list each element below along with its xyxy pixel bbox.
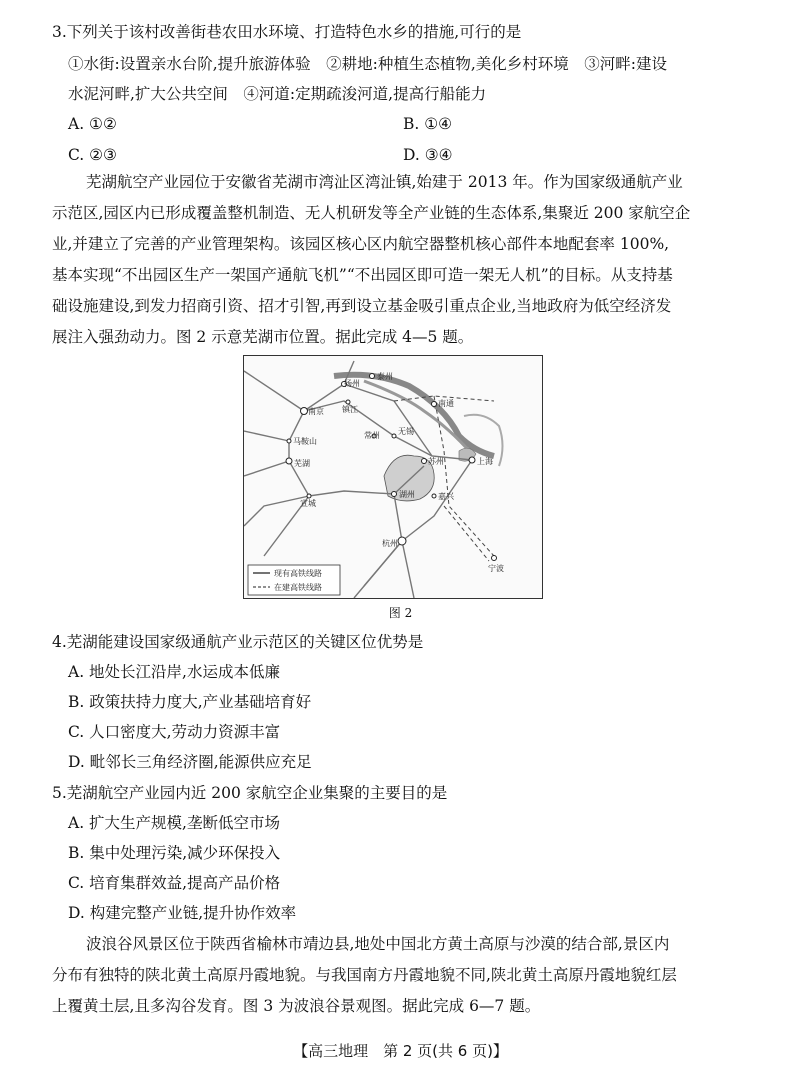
q3-stem: 3.下列关于该村改善街巷农田水环境、打造特色水乡的措施,可行的是 xyxy=(52,23,522,41)
passage1-line4: 基本实现“不出园区生产一架国产通航飞机”“不出园区即可造一架无人机”的目标。从支持基 xyxy=(52,266,673,284)
label-changzhou: 常州 xyxy=(364,431,380,440)
q4-option-a: A. 地处长江沿岸,水运成本低廉 xyxy=(68,663,280,681)
q3-option-b: B. ①④ xyxy=(403,115,453,133)
q4-option-c: C. 人口密度大,劳动力资源丰富 xyxy=(68,723,281,741)
q3-options-line1: ①水街:设置亲水台阶,提升旅游体验 ②耕地:种植生态植物,美化乡村环境 ③河畔:建设 xyxy=(68,55,668,73)
label-wuhu: 芜湖 xyxy=(294,459,310,468)
legend-planned: 在建高铁线路 xyxy=(274,583,322,592)
q5-option-d: D. 构建完整产业链,提升协作效率 xyxy=(68,904,297,922)
passage1-line6: 展注入强劲动力。图 2 示意芜湖市位置。据此完成 4—5 题。 xyxy=(52,328,474,346)
label-ningbo: 宁波 xyxy=(488,564,504,573)
label-jiaxing: 嘉兴 xyxy=(438,492,454,501)
label-xuancheng: 宣城 xyxy=(300,499,316,508)
label-huzhou: 湖州 xyxy=(399,490,415,499)
legend-existing: 现有高铁线路 xyxy=(274,569,322,578)
q4-option-b: B. 政策扶持力度大,产业基础培育好 xyxy=(68,693,312,711)
label-hangzhou: 杭州 xyxy=(382,539,398,548)
label-nanjing: 南京 xyxy=(308,407,324,416)
q4-stem: 4.芜湖能建设国家级通航产业示范区的关键区位优势是 xyxy=(52,633,424,651)
q5-option-c: C. 培育集群效益,提高产品价格 xyxy=(68,874,281,892)
q5-option-b: B. 集中处理污染,减少环保投入 xyxy=(68,844,281,862)
figure-caption: 图 2 xyxy=(388,606,413,620)
label-nantong: 南通 xyxy=(438,399,454,408)
q5-stem: 5.芜湖航空产业园内近 200 家航空企业集聚的主要目的是 xyxy=(52,784,448,802)
map-figure xyxy=(243,355,543,599)
q5-option-a: A. 扩大生产规模,垄断低空市场 xyxy=(68,814,280,832)
map-legend xyxy=(248,565,340,595)
label-suzhou: 苏州 xyxy=(428,457,444,466)
q4-option-d: D. 毗邻长三角经济圈,能源供应充足 xyxy=(68,753,312,771)
map-svg xyxy=(244,356,542,598)
passage1-line3: 业,并建立了完善的产业管理架构。该园区核心区内航空器整机核心部件本地配套率 100%, xyxy=(52,235,670,253)
label-zhenjiang: 镇江 xyxy=(342,405,358,414)
label-maanshan: 马鞍山 xyxy=(293,437,317,446)
q3-option-d: D. ③④ xyxy=(403,146,453,164)
label-shanghai: 上海 xyxy=(477,457,493,466)
passage1-line5: 础设施建设,到发力招商引资、招才引智,再到设立基金吸引重点企业,当地政府为低空经济发 xyxy=(52,297,672,315)
passage2-line2: 分布有独特的陕北黄土高原丹霞地貌。与我国南方丹霞地貌不同,陕北黄土高原丹霞地貌红层 xyxy=(52,966,677,984)
label-taizhou: 泰州 xyxy=(377,372,393,381)
label-yangzhou: 扬州 xyxy=(344,379,360,388)
page-footer: 【高三地理 第 2 页(共 6 页)】 xyxy=(293,1042,508,1060)
passage2-line1: 波浪谷风景区位于陕西省榆林市靖边县,地处中国北方黄土高原与沙漠的结合部,景区内 xyxy=(86,935,670,953)
q3-options-line2: 水泥河畔,扩大公共空间 ④河道:定期疏浚河道,提高行船能力 xyxy=(68,85,487,103)
label-wuxi: 无锡 xyxy=(398,427,414,436)
passage1-line2: 示范区,园区内已形成覆盖整机制造、无人机研发等全产业链的生态体系,集聚近 200 家航空企 xyxy=(52,204,691,222)
q3-option-c: C. ②③ xyxy=(68,146,117,164)
passage2-line3: 上覆黄土层,且多沟谷发育。图 3 为波浪谷景观图。据此完成 6—7 题。 xyxy=(52,997,541,1015)
q3-option-a: A. ①② xyxy=(68,115,117,133)
passage1-line1: 芜湖航空产业园位于安徽省芜湖市湾沚区湾沚镇,始建于 2013 年。作为国家级通航产业 xyxy=(86,173,683,191)
